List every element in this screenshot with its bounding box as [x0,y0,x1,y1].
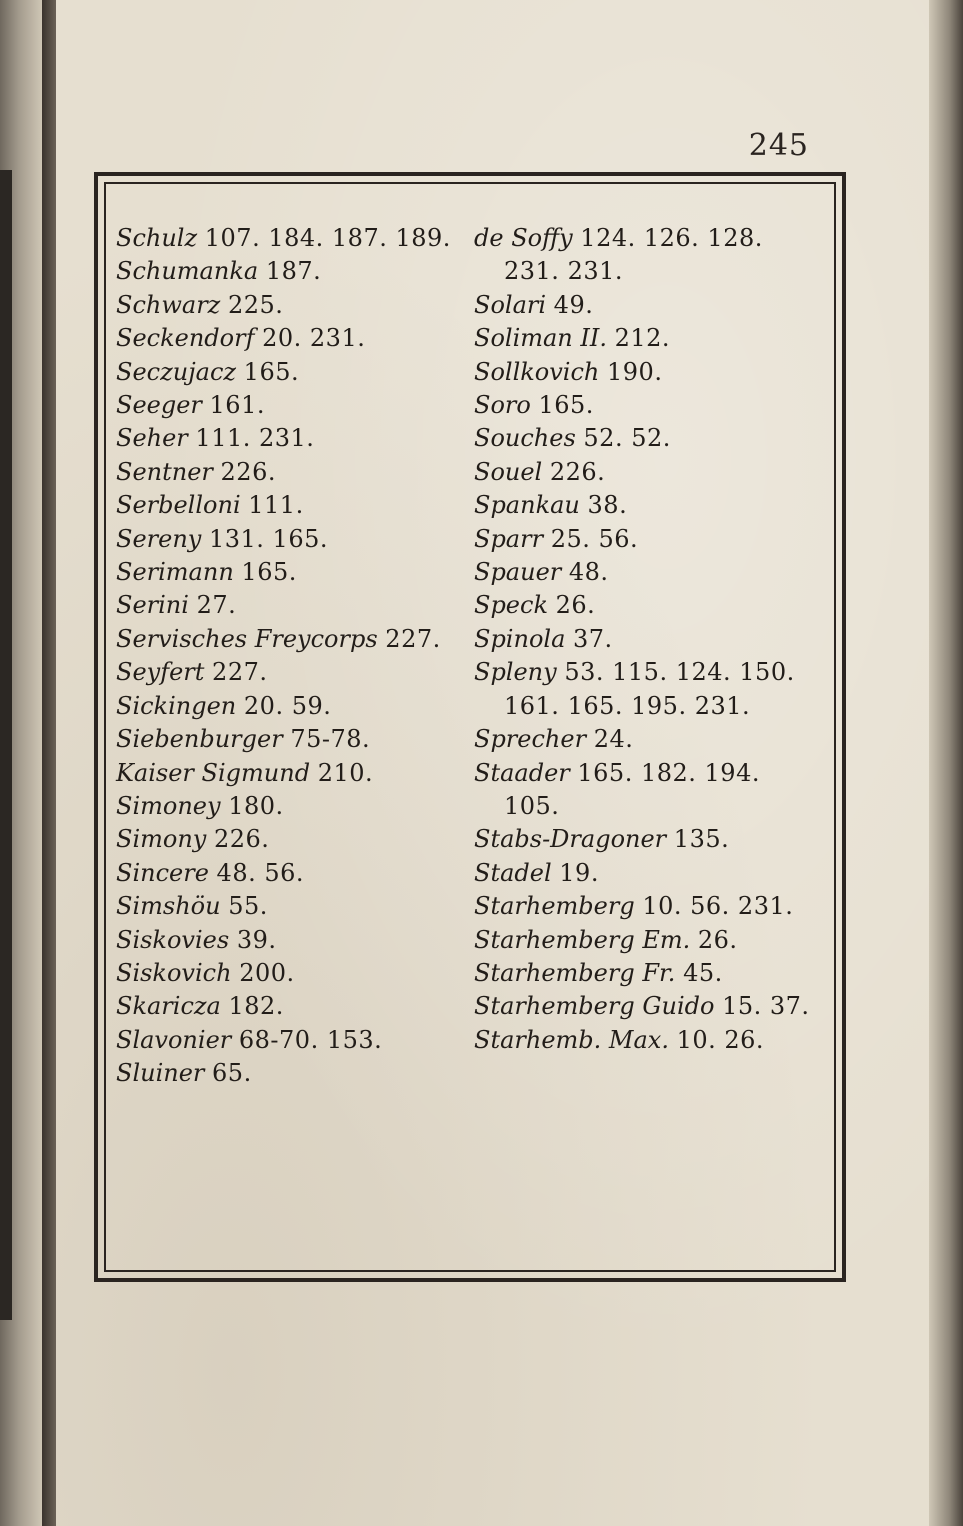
index-entry [474,857,818,890]
index-entry [474,890,818,923]
page-number: 245 [748,128,809,163]
index-entry [116,757,460,790]
facing-page-frame-line [0,170,12,1320]
entry-pages: 131. 165. [208,524,328,553]
entry-name: Staader [474,758,570,787]
entry-name: Sprecher [474,725,587,754]
index-entry [474,1024,818,1057]
entry-pages: 165. [243,357,300,386]
entry-pages: 182. [228,992,284,1021]
entry-pages: 10. 56. 231. [642,892,794,921]
entry-pages: 20. 59. [243,691,332,720]
index-entry [474,990,818,1023]
index-entry [474,489,818,522]
entry-name: Soliman II. [474,324,607,353]
entry-pages: 111. [248,491,304,520]
index-entry [116,222,460,255]
index-entry [116,723,460,756]
index-entry [474,589,818,622]
entry-name: Speck [474,591,548,620]
index-entry [116,957,460,990]
entry-name: Seyfert [116,658,205,687]
entry-name: Starhemb. Max. [474,1025,669,1054]
index-entry [474,924,818,957]
entry-name: de Soffy [474,224,573,252]
entry-name: Sincere [116,858,209,887]
index-entry [116,790,460,823]
book-gutter [42,0,56,1526]
index-entry [116,356,460,389]
index-entry [116,489,460,522]
entry-pages: 227. [212,658,268,687]
entry-name: Starhemberg Guido [474,992,715,1021]
entry-name: Spinola [474,624,566,653]
index-entry [116,823,460,856]
entry-pages: 107. 184. 187. 189. [204,224,451,252]
entry-pages: 226. [213,825,270,854]
entry-pages: 165. [538,391,594,420]
entry-pages: 38. [587,491,628,520]
index-entry [116,389,460,422]
entry-name: Seczujacz [116,357,237,386]
index-entry [116,690,460,723]
entry-name: Serimann [116,558,234,587]
entry-name: Schulz [116,224,198,252]
index-entry [116,990,460,1023]
entry-pages: 226. [220,457,276,486]
entry-name: Kaiser Sigmund [116,758,311,787]
entry-name: Schumanka [116,257,259,286]
entry-name: Souches [474,424,576,453]
entry-name: Sentner [116,457,213,486]
index-entry [116,623,460,656]
entry-name: Spankau [474,491,580,520]
entry-name: Starhemberg [474,892,635,921]
index-entry [116,1057,460,1090]
entry-name: Stabs-Dragoner [474,825,667,854]
entry-pages: 26. [555,591,596,620]
index-entry [116,1024,460,1057]
index-entry [116,523,460,556]
index-entry [474,222,818,289]
index-right-column [474,222,818,1091]
index-entry [474,656,818,723]
index-entry [116,322,460,355]
entry-name: Sereny [116,524,202,553]
entry-name: Solari [474,290,547,319]
facing-page-edge [0,0,42,1526]
entry-pages: 65. [212,1059,252,1088]
entry-name: Sluiner [116,1059,205,1088]
entry-name: Seher [116,424,188,453]
entry-pages: 200. [239,958,295,987]
index-entry [474,523,818,556]
entry-name: Serbelloni [116,491,241,520]
entry-name: Simshöu [116,892,221,921]
entry-pages: 53. 115. 124. 150. 161. 165. 195. 231. [504,658,795,720]
entry-pages: 20. 231. [262,324,366,353]
index-entry [116,857,460,890]
entry-name: Seckendorf [116,324,255,353]
entry-name: Starhemberg Em. [474,925,691,954]
index-entry [474,456,818,489]
entry-name: Spleny [474,658,557,687]
index-entry [116,289,460,322]
entry-pages: 10. 26. [676,1025,765,1054]
entry-name: Souel [474,457,543,486]
index-entry [116,456,460,489]
entry-name: Starhemberg Fr. [474,958,676,987]
entry-name: Siskovich [116,958,232,987]
entry-name: Servisches Freycorps [116,624,378,653]
entry-name: Sollkovich [474,357,600,386]
entry-pages: 226. [549,457,606,486]
entry-pages: 45. [683,958,723,987]
entry-pages: 15. 37. [722,992,810,1021]
index-entry [116,255,460,288]
entry-pages: 165. 182. 194. 105. [504,758,760,820]
index-entry [474,723,818,756]
entry-pages: 187. [265,257,322,286]
entry-pages: 48. 56. [216,858,305,887]
index-entry [474,389,818,422]
index-entry [474,289,818,322]
entry-name: Schwarz [116,290,221,319]
entry-name: Simoney [116,791,221,820]
index-columns [116,222,828,1091]
index-entry [474,957,818,990]
entry-name: Serini [116,591,189,620]
index-entry [474,356,818,389]
entry-pages: 227. [385,624,441,653]
index-entry [116,890,460,923]
index-entry [474,322,818,355]
entry-pages: 19. [559,858,599,887]
entry-pages: 75-78. [290,725,371,754]
entry-pages: 68-70. 153. [238,1025,383,1054]
entry-pages: 55. [228,892,268,921]
entry-pages: 180. [228,791,284,820]
entry-name: Stadel [474,858,552,887]
entry-name: Siebenburger [116,725,283,754]
index-entry [116,656,460,689]
entry-pages: 48. [568,558,609,587]
index-entry [116,556,460,589]
entry-name: Spauer [474,558,562,587]
entry-pages: 124. 126. 128. 231. 231. [504,224,763,286]
entry-name: Seeger [116,391,202,420]
index-entry [474,757,818,824]
entry-pages: 225. [227,290,284,319]
index-entry [474,823,818,856]
entry-pages: 24. [593,725,634,754]
entry-pages: 37. [573,624,613,653]
entry-pages: 210. [317,758,374,787]
entry-name: Skaricza [116,992,221,1021]
index-entry [116,924,460,957]
entry-pages: 161. [209,391,265,420]
index-left-column [116,222,460,1091]
entry-pages: 212. [614,324,671,353]
entry-name: Simony [116,825,207,854]
entry-pages: 26. [697,925,738,954]
book-page [56,0,929,1526]
entry-pages: 27. [196,591,237,620]
index-entry [474,556,818,589]
entry-pages: 52. 52. [583,424,671,453]
entry-pages: 39. [236,925,277,954]
entry-name: Sickingen [116,691,237,720]
entry-pages: 25. 56. [550,524,639,553]
page-fore-edge [929,0,963,1526]
entry-pages: 190. [607,357,663,386]
index-entry [116,589,460,622]
entry-pages: 49. [553,290,594,319]
entry-pages: 165. [241,558,297,587]
entry-pages: 135. [673,825,730,854]
index-entry [474,623,818,656]
entry-name: Sparr [474,524,544,553]
entry-name: Slavonier [116,1025,232,1054]
entry-pages: 111. 231. [195,424,315,453]
entry-name: Siskovies [116,925,230,954]
index-entry [474,422,818,455]
entry-name: Soro [474,391,531,420]
index-entry [116,422,460,455]
